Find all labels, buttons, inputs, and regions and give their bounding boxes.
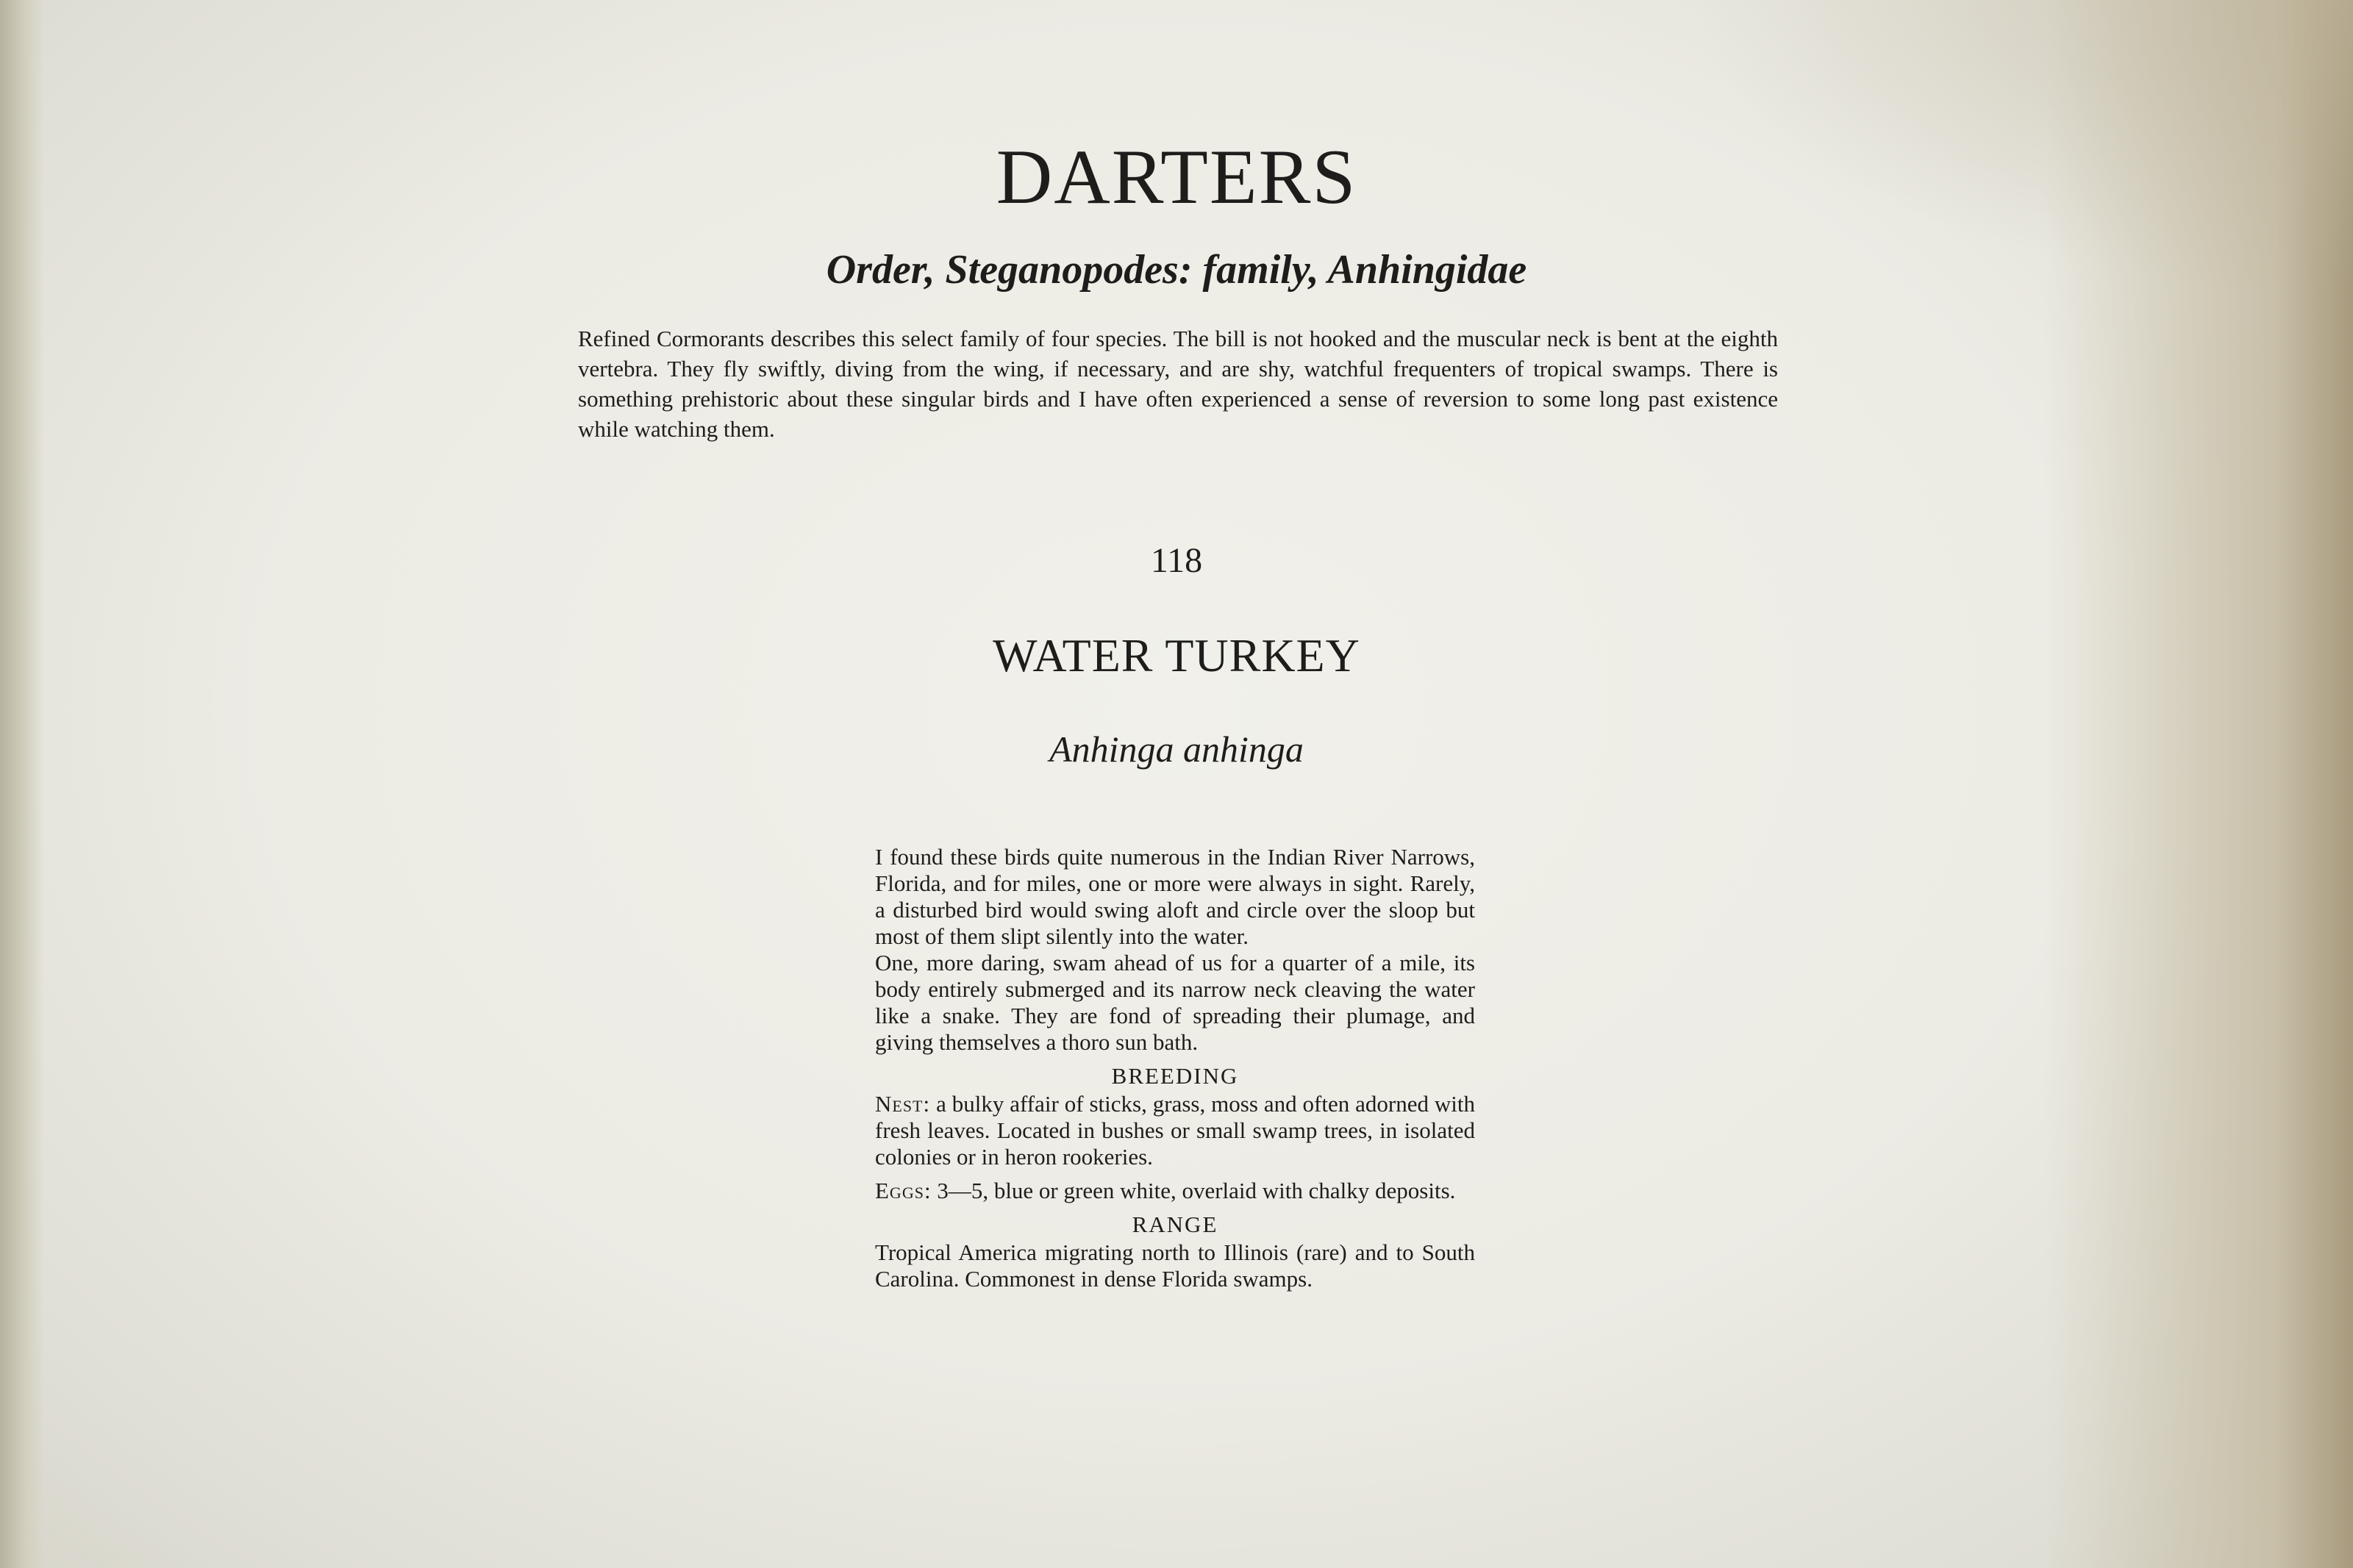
range-paragraph: Tropical America migrating north to Illinois (rare) and to South Carolina. Commonest in dense Florida swamps.	[875, 1239, 1475, 1292]
species-description-column	[875, 844, 1475, 1292]
description-paragraph-1: I found these birds quite numerous in the Indian River Narrows, Florida, and for miles, one or more were always in sight. Rarely, a disturbed bird would swing aloft and circle over the sloop but most of them slipt silently into the water.	[875, 844, 1475, 949]
nest-label: Nest:	[875, 1091, 931, 1117]
eggs-label: Eggs:	[875, 1178, 932, 1203]
scientific-name: Anhinga anhinga	[1049, 728, 1304, 770]
species-name: WATER TURKEY	[993, 629, 1360, 681]
range-heading: RANGE	[1132, 1211, 1218, 1237]
breeding-heading: BREEDING	[1111, 1063, 1239, 1089]
family-introduction: Refined Cormorants describes this select family of four species. The bill is not hooked and the muscular neck is bent at the eighth vertebra. They fly swiftly, diving from the wing, if necessary, and are shy, watchful frequenters of tropical swamps. There is something prehistoric about these singular birds and I have often experienced a sense of reversion to some long past existence while watching them.	[578, 326, 1778, 442]
species-number: 118	[1150, 541, 1203, 580]
eggs-paragraph	[875, 1178, 1475, 1204]
description-paragraph-2: One, more daring, swam ahead of us for a quarter of a mile, its body entirely submerged and its narrow neck cleaving the water like a snake. They are fond of spreading their plumage, and giving themselves a thoro sun bath.	[875, 950, 1475, 1055]
nest-paragraph	[875, 1091, 1475, 1170]
eggs-text: 3—5, blue or green white, overlaid with chalky deposits.	[937, 1178, 1456, 1203]
page-title: DARTERS	[996, 134, 1357, 220]
page-edge-shadow-left	[0, 0, 44, 1568]
nest-text: a bulky affair of sticks, grass, moss and often adorned with fresh leaves. Located in bushes or small swamp trees, in isolated colonies or in heron rookeries.	[875, 1091, 1476, 1170]
page-subtitle: Order, Steganopodes: family, Anhingidae	[826, 247, 1527, 293]
